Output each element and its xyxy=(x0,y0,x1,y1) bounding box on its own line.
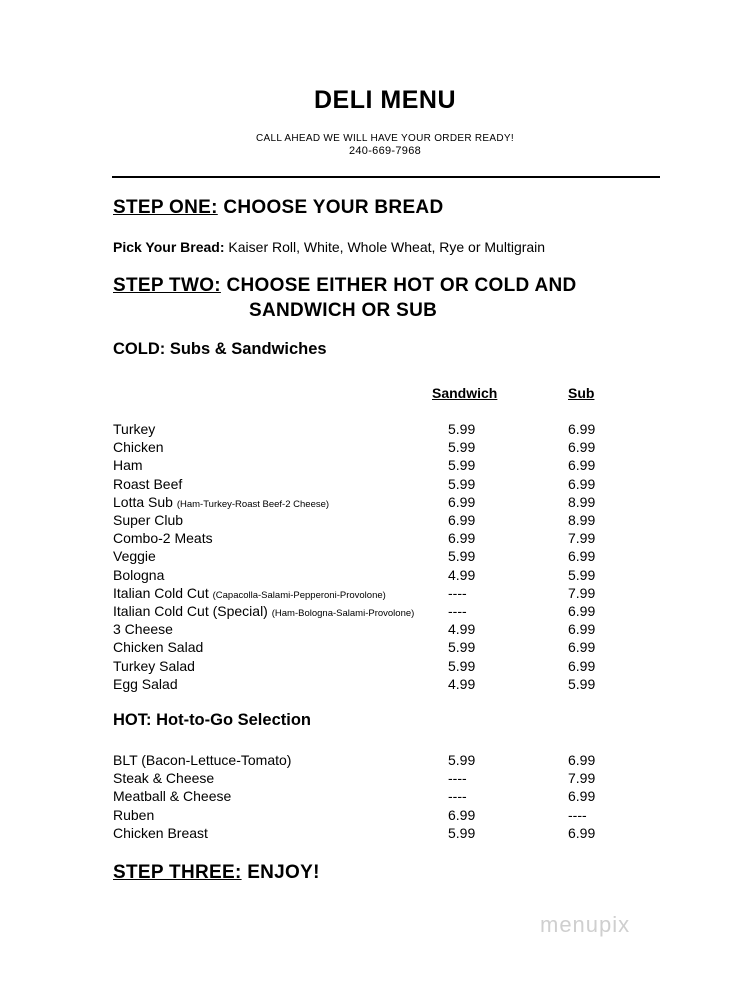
item-name xyxy=(113,530,213,546)
sandwich-price: 5.99 xyxy=(448,548,476,565)
item-name xyxy=(113,639,203,655)
sandwich-price: 5.99 xyxy=(448,752,476,768)
step-one-label: STEP ONE: xyxy=(113,197,218,218)
item-name-text: Roast Beef xyxy=(113,475,183,492)
hot-section-heading: HOT: Hot-to-Go Selection xyxy=(113,711,311,729)
sandwich-price: 4.99 xyxy=(448,566,476,583)
item-name xyxy=(113,807,154,823)
item-detail: (Capacolla-Salami-Pepperoni-Provolone) xyxy=(212,589,386,601)
sub-price: 6.99 xyxy=(568,475,596,492)
item-name-text: BLT (Bacon-Lettuce-Tomato) xyxy=(113,752,292,768)
item-name-text: Steak & Cheese xyxy=(113,770,215,787)
sub-price: 6.99 xyxy=(568,548,596,565)
sub-price: 6.99 xyxy=(568,657,596,674)
step-two-line2: SANDWICH OR SUB xyxy=(249,300,438,321)
item-name-text: Egg Salad xyxy=(113,675,178,692)
item-name-text: Turkey Salad xyxy=(113,657,195,674)
bread-list: Kaiser Roll, White, Whole Wheat, Rye or Multigrain xyxy=(228,239,546,255)
item-name xyxy=(113,603,414,619)
menu-item-row xyxy=(113,676,633,694)
sandwich-price: 5.99 xyxy=(448,657,476,674)
sandwich-price: ---- xyxy=(448,603,467,619)
sub-price: 5.99 xyxy=(568,566,596,583)
sandwich-price: 4.99 xyxy=(448,675,476,692)
sandwich-price: 4.99 xyxy=(448,621,476,638)
item-detail: (Ham-Bologna-Salami-Provolone) xyxy=(271,608,415,619)
sandwich-price: 5.99 xyxy=(448,421,476,437)
item-name xyxy=(113,476,182,492)
cold-section-heading: COLD: Subs & Sandwiches xyxy=(113,340,327,358)
item-name xyxy=(113,585,386,601)
item-name xyxy=(113,421,155,437)
item-name xyxy=(113,494,329,510)
menu-item-row xyxy=(113,476,633,494)
menu-item-row xyxy=(113,788,633,806)
sub-price: 6.99 xyxy=(568,824,596,841)
sub-price: 5.99 xyxy=(568,675,596,692)
item-name xyxy=(113,457,143,473)
phone-number: 240-669-7968 xyxy=(348,145,422,157)
sub-price: ---- xyxy=(568,806,587,823)
header-divider xyxy=(112,176,660,178)
menu-item-row xyxy=(113,770,633,788)
item-name-text: Meatball & Cheese xyxy=(113,788,232,805)
item-name-text: Italian Cold Cut (Special) xyxy=(113,603,268,619)
menu-item-row xyxy=(113,548,633,566)
item-name xyxy=(113,770,214,786)
menu-item-row xyxy=(113,530,633,548)
item-name-text: Ruben xyxy=(113,806,155,823)
step-two-heading xyxy=(113,275,577,297)
sub-price: 7.99 xyxy=(568,584,596,601)
sub-price: 8.99 xyxy=(568,493,596,510)
bread-label: Pick Your Bread: xyxy=(113,239,225,255)
menu-item-row xyxy=(113,825,633,843)
sandwich-price: 5.99 xyxy=(448,639,476,656)
item-name-text: Chicken Salad xyxy=(113,639,204,656)
bread-options xyxy=(113,239,545,255)
sub-price: 6.99 xyxy=(568,421,596,437)
menu-item-row xyxy=(113,807,633,825)
step-two-line1: CHOOSE EITHER HOT OR COLD AND xyxy=(226,275,577,296)
item-name xyxy=(113,621,173,637)
sub-price: 6.99 xyxy=(568,621,596,638)
step-one-heading xyxy=(113,197,443,219)
menu-item-row xyxy=(113,752,633,770)
menu-item-row xyxy=(113,621,633,639)
menu-item-row xyxy=(113,639,633,657)
sandwich-price: 6.99 xyxy=(448,512,476,528)
item-name-text: Bologna xyxy=(113,566,165,583)
item-detail: (Ham-Turkey-Roast Beef-2 Cheese) xyxy=(176,498,330,510)
sandwich-price: ---- xyxy=(448,770,467,787)
item-name-text: Chicken xyxy=(113,439,164,456)
menu-item-row xyxy=(113,457,633,475)
sub-price: 8.99 xyxy=(568,512,596,528)
item-name-text: Ham xyxy=(113,457,143,474)
item-name-text: Italian Cold Cut xyxy=(113,584,209,601)
sandwich-price: 5.99 xyxy=(448,439,476,456)
page-title: DELI MENU xyxy=(314,86,456,114)
sub-price: 6.99 xyxy=(568,457,596,474)
step-two-label: STEP TWO: xyxy=(113,275,221,296)
item-name xyxy=(113,676,178,692)
sub-price: 6.99 xyxy=(568,603,596,619)
item-name xyxy=(113,512,183,528)
item-name-text: Turkey xyxy=(113,421,156,437)
sandwich-price: ---- xyxy=(448,788,467,805)
sandwich-price: 6.99 xyxy=(448,493,476,510)
menu-item-row xyxy=(113,439,633,457)
sandwich-price: 5.99 xyxy=(448,824,476,841)
sandwich-price: 5.99 xyxy=(448,475,476,492)
item-name-text: Veggie xyxy=(113,548,156,565)
item-name xyxy=(113,788,231,804)
menu-item-row xyxy=(113,421,633,439)
menu-item-row xyxy=(113,603,633,621)
menu-item-row xyxy=(113,567,633,585)
step-three-heading xyxy=(113,862,320,884)
item-name-text: Lotta Sub xyxy=(113,493,173,510)
call-ahead-note: CALL AHEAD WE WILL HAVE YOUR ORDER READY! xyxy=(256,133,514,144)
sandwich-price: 5.99 xyxy=(448,457,476,474)
menu-item-row xyxy=(113,494,633,512)
item-name-text: Chicken Breast xyxy=(113,824,208,841)
item-name xyxy=(113,752,291,768)
sandwich-price: ---- xyxy=(448,584,467,601)
sandwich-price: 6.99 xyxy=(448,530,476,547)
sub-price: 6.99 xyxy=(568,639,596,656)
menu-item-row xyxy=(113,585,633,603)
sub-price: 7.99 xyxy=(568,770,596,787)
step-three-label: STEP THREE: xyxy=(113,862,242,883)
menu-item-row xyxy=(113,658,633,676)
sub-price: 6.99 xyxy=(568,439,596,456)
sub-column-header: Sub xyxy=(568,385,595,401)
sub-price: 7.99 xyxy=(568,530,596,547)
sub-price: 6.99 xyxy=(568,788,596,805)
watermark: menupix xyxy=(540,912,631,937)
item-name xyxy=(113,567,164,583)
item-name-text: 3 Cheese xyxy=(113,621,173,638)
item-name xyxy=(113,439,164,455)
item-name xyxy=(113,825,208,841)
item-name xyxy=(113,658,195,674)
sandwich-price: 6.99 xyxy=(448,806,476,823)
item-name-text: Super Club xyxy=(113,512,184,528)
sandwich-column-header: Sandwich xyxy=(432,385,498,401)
item-name xyxy=(113,548,156,564)
sub-price: 6.99 xyxy=(568,752,596,768)
step-three-text: ENJOY! xyxy=(247,862,320,883)
step-one-text: CHOOSE YOUR BREAD xyxy=(223,197,444,218)
menu-item-row xyxy=(113,512,633,530)
item-name-text: Combo-2 Meats xyxy=(113,530,213,547)
